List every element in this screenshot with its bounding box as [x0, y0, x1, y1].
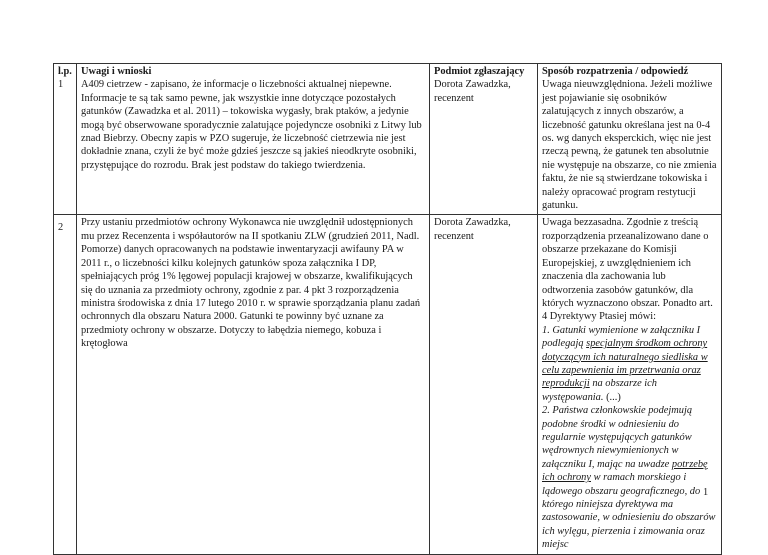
remark-text: Przy ustaniu przedmiotów ochrony Wykonawca nie uwzględnił udostępnionych mu przez Recenzenta i współautorów na II spotkaniu ZLW (grudzień 2011, Nadl. Pomorze) danych opracowanych na podstawie inwentaryzacji awifauny PA w 2011 r., o liczebności kilku kolejnych gatunków spoza załącznika I DP, spełniających próg 1% lęgowej populacji krajowej w obszarze, kwalifikujących się do uznania za przedmioty ochrony, zgodnie z par. 4 pkt 3 rozporządzenia ministra środowiska z dnia 17 lutego 2010 r. w sprawie sporządzania planu zadań ochronnych dla obszaru Natura 2000. Gatunki te powinny być uznane za przedmioty ochrony w obszarze. Dotyczy to łabędzia niemego, kobuza i krętogłowa [81, 217, 421, 350]
quote-underlined: potrzebę ich ochrony [542, 458, 708, 484]
remarks-table [53, 63, 722, 555]
submitter-cell [430, 215, 538, 554]
remarks-cell [77, 64, 430, 215]
directive-quote-1 [542, 324, 717, 404]
remark-text: A409 cietrzew - zapisano, że informacje o liczebności aktualnej niepewne. Informacje te są tak samo pewne, jak wszystkie inne dotyczące pozostałych gatunków (Zawadzka et al. 2011) – tokowiska wygasły, brak ptaków, a jedynie mogą być obserwowane sporadycznie zalatujące pojedyncze osobniki z Litwy lub znad Biebrzy. Obecny zapis w PZO sugeruje, że liczebność cietrzewia nie jest dokładnie znana, czyli że być może gdzieś jeszcze są jakieś nieodkryte osobniki, przystępujące do rozrodu. Brak jest podstaw do takiego twierdzenia. [81, 79, 422, 171]
resolution-text: Uwaga nieuwzględniona. Jeżeli możliwe jest pojawianie się osobników zalatujących z innych obszarów, a liczebność gatunku określana jest na 0-4 os. wg danych eksperckich, więc nie jest rzeczą pewną, że gatunek ten absolutnie nie występuje na obszarze, co nie zmienia faktu, że nie są stwierdzane tokowiska i należy opracować program restytucji gatunku. [542, 79, 717, 212]
resolution-header: Sposób rozpatrzenia / odpowiedź [542, 66, 689, 77]
submitter-cell [430, 64, 538, 215]
table-row [54, 64, 722, 215]
resolution-intro: Uwaga bezzasadna. Zgodnie z treścią rozporządzenia przeanalizowano dane o obszarze przekazane do Komisji Europejskiej, z uwzględnieniem ich znaczenia dla zachowania lub odtworzenia zasobów gatunków, dla których wyznaczono obszar. Ponadto art. 4 Dyrektywy Ptasiej mówi: [542, 217, 713, 323]
remarks-cell [77, 215, 430, 554]
row-number: 2 [58, 222, 64, 234]
quote-text: 1. Gatunki wymienione w załączniku I podlegają [542, 324, 701, 350]
directive-quote-2 [542, 404, 717, 551]
submitter-header: Podmiot zgłaszający [434, 66, 525, 77]
lp-cell [54, 215, 77, 554]
quote-text: 2. Państwa członkowskie podejmują podobne środki w odniesieniu do regularnie występujących gatunków wędrownych niewymienionych w załączniku I, mając na uwadze [542, 405, 693, 470]
page-number: 1 [703, 487, 709, 498]
lp-cell [54, 64, 77, 215]
resolution-cell [538, 215, 722, 554]
submitter-text: Dorota Zawadzka, recenzent [434, 217, 511, 242]
lp-header: l.p. [58, 66, 72, 77]
quote-ellipsis: (...) [603, 391, 621, 403]
quote-text: w ramach morskiego i lądowego obszaru geograficznego, do którego niniejsza dyrektywa ma zastosowanie, w odniesieniu do obszarów ich wylęgu, pierzenia i zimowania oraz miejsc [542, 472, 716, 551]
remarks-header: Uwagi i wnioski [81, 66, 152, 77]
table-row [54, 215, 722, 554]
submitter-text: Dorota Zawadzka, recenzent [434, 79, 511, 104]
quote-text: na obszarze ich występowania. [542, 378, 657, 403]
quote-underlined: specjalnym środkom ochrony dotyczącym ich naturalnego siedliska w celu zapewnienia im przetrwania oraz reprodukcji [542, 338, 708, 390]
resolution-cell [538, 64, 722, 215]
row-number: 1 [58, 79, 64, 91]
